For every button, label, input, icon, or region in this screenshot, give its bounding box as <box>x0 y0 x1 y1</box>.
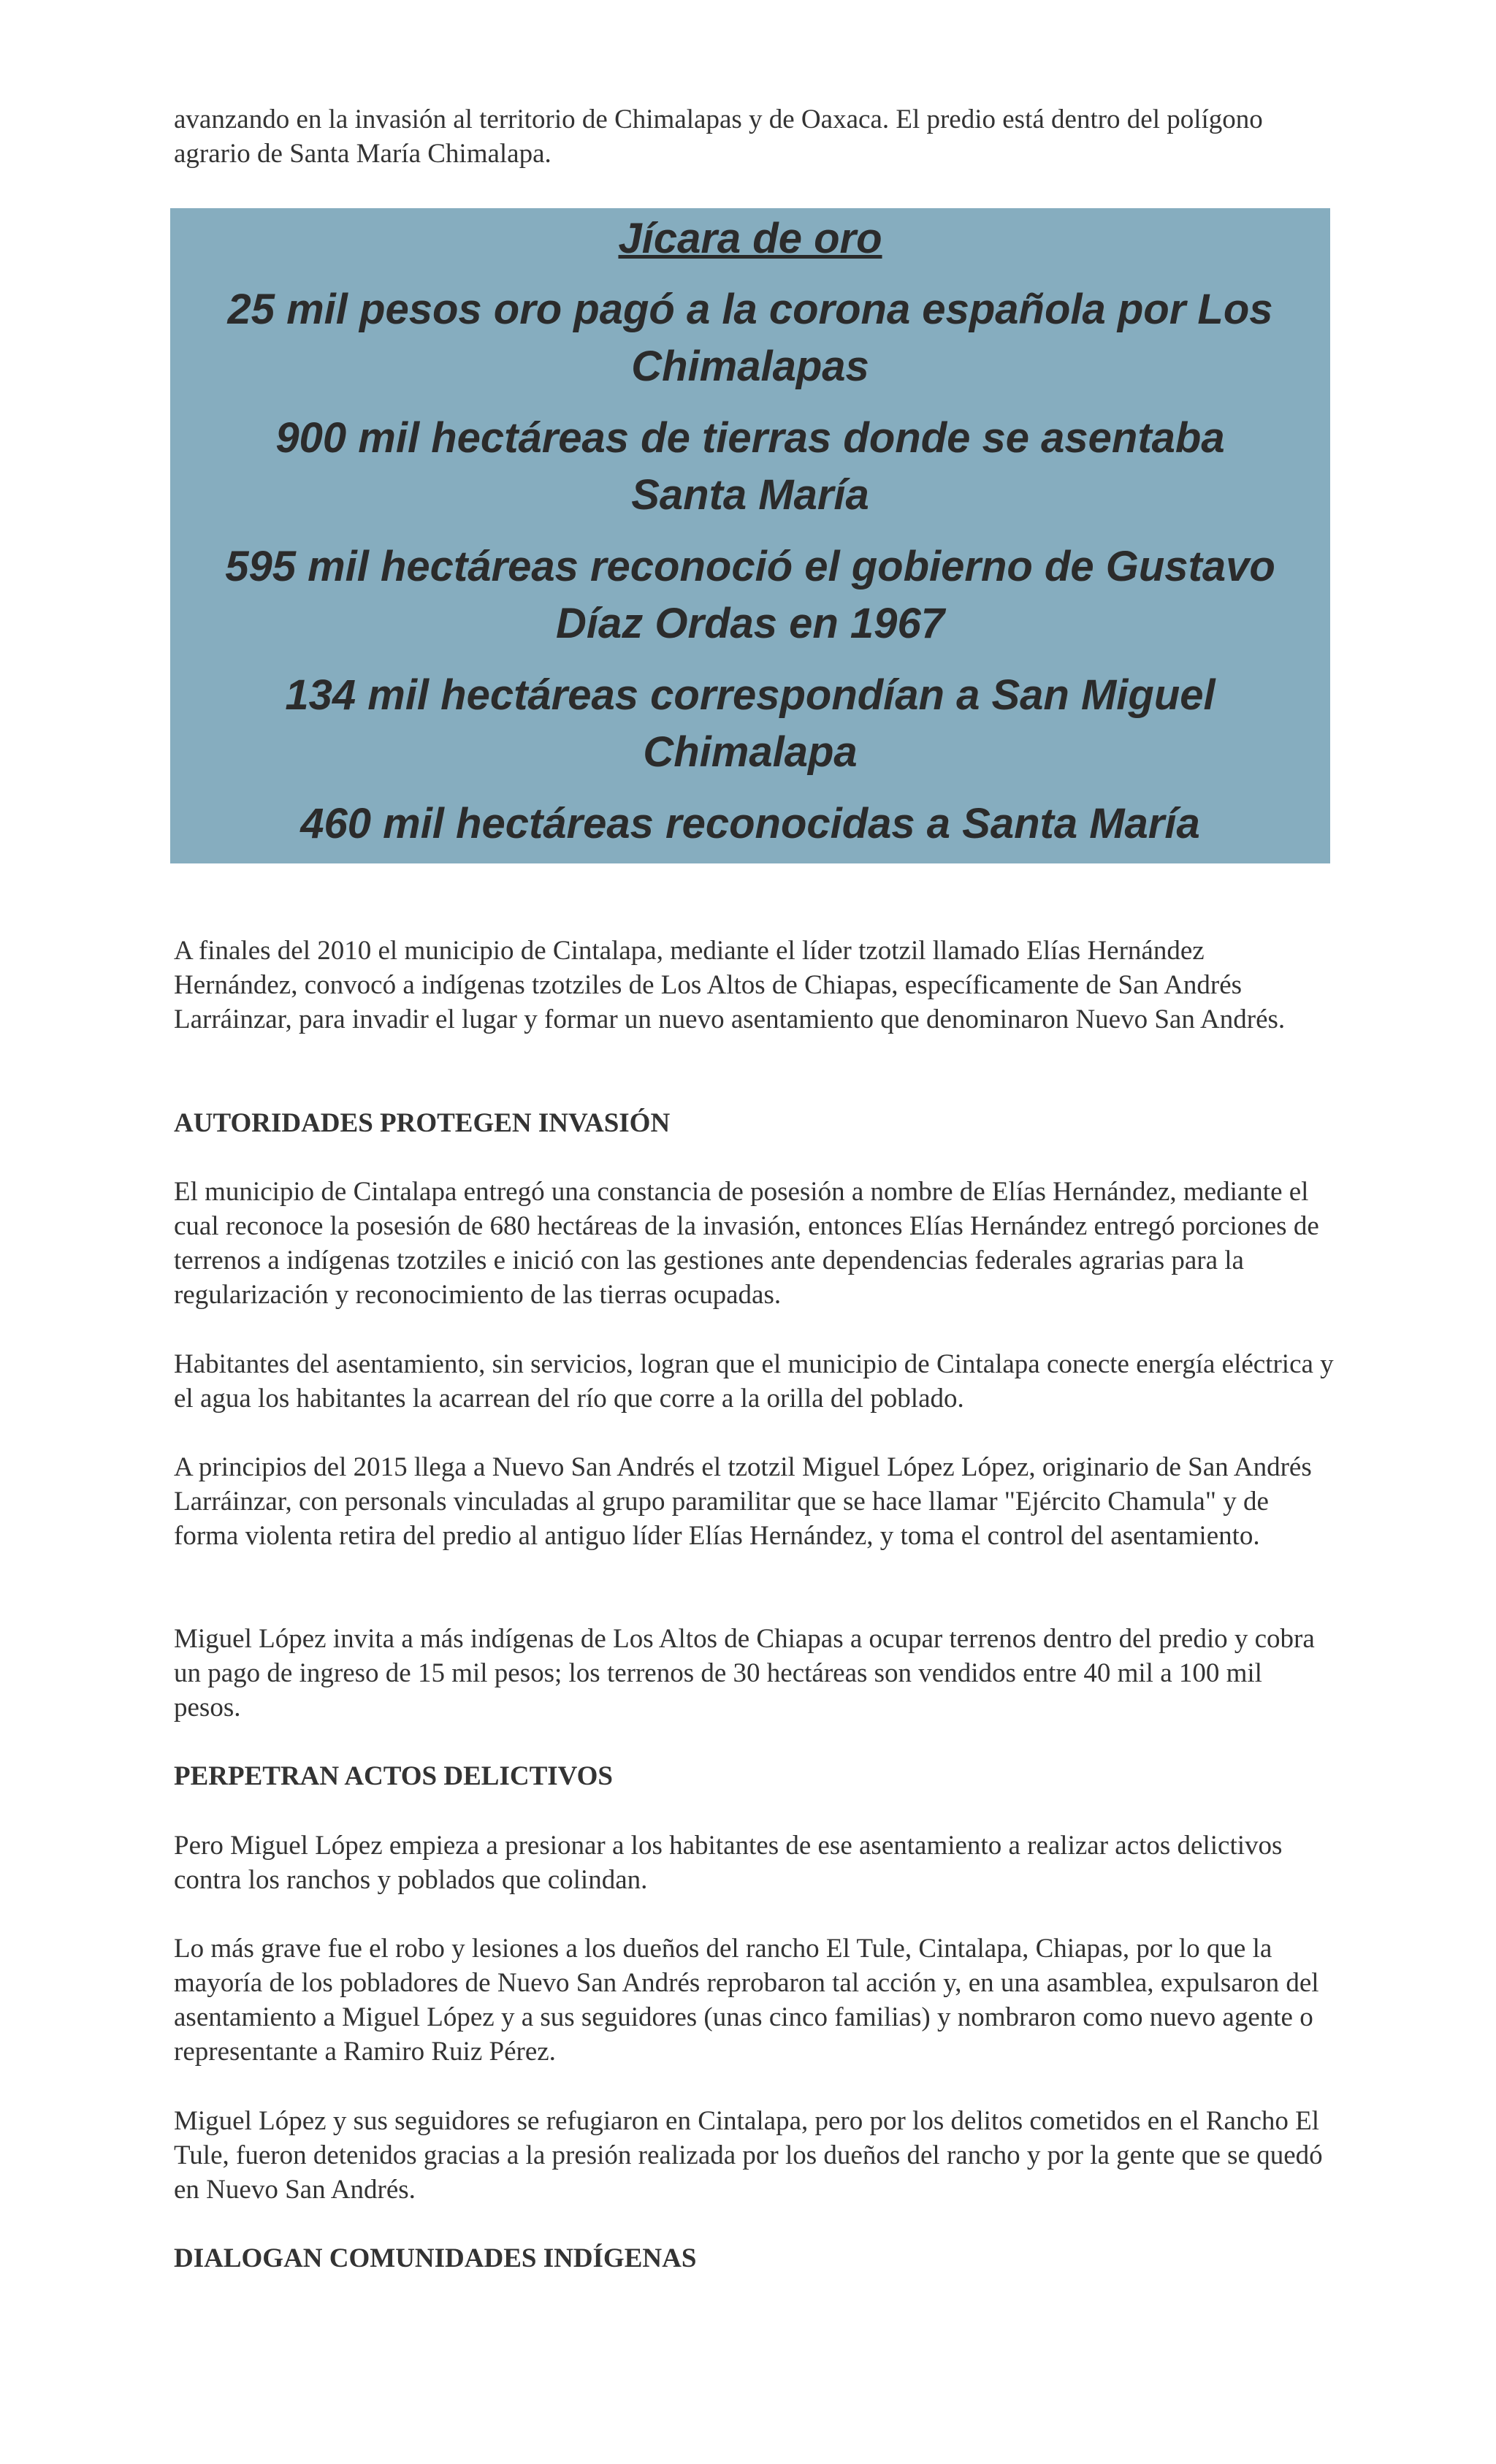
highlight-line: 460 mil hectáreas reconocidas a Santa María <box>300 800 1200 847</box>
section-heading: DIALOGAN COMUNIDADES INDÍGENAS <box>174 2243 697 2273</box>
article-paragraph-6 <box>174 1828 1334 1897</box>
intro-block <box>174 102 1334 171</box>
highlight-box <box>170 208 1330 863</box>
section-heading: AUTORIDADES PROTEGEN INVASIÓN <box>174 1108 671 1138</box>
highlight-line: 900 mil hectáreas de tierras donde se asentaba Santa María <box>275 414 1225 519</box>
article-paragraph-8 <box>174 2104 1334 2207</box>
paragraph-text: El municipio de Cintalapa entregó una constancia de posesión a nombre de Elías Hernández, mediante el cual reconoce la posesión de 680 hectáreas de la invasión, entonces Elías Hernández entregó porciones de terrenos a indígenas tzotziles e inició con las gestiones ante dependencias federales agrarias para la regularización y reconocimiento de las tierras ocupadas. <box>174 1177 1319 1310</box>
paragraph-text: A principios del 2015 llega a Nuevo San Andrés el tzotzil Miguel López López, originario de San Andrés Larráinzar, con personals vinculadas al grupo paramilitar que se hace llamar "Ejército Chamula" y de forma violenta retira del predio al antiguo líder Elías Hernández, y toma el control del asentamiento. <box>174 1452 1312 1551</box>
paragraph-text: Lo más grave fue el robo y lesiones a los dueños del rancho El Tule, Cintalapa, Chiapas, por lo que la mayoría de los pobladores de Nuevo San Andrés reprobaron tal acción y, en una asamblea, expulsaron del asentamiento a Miguel López y a sus seguidores (unas cinco familias) y nombraron como nuevo agente o representante a Ramiro Ruiz Pérez. <box>174 1934 1319 2067</box>
paragraph-text: Miguel López y sus seguidores se refugiaron en Cintalapa, pero por los delitos cometidos en el Rancho El Tule, fueron detenidos gracias a la presión realizada por los dueños del rancho y por la gente que se quedó en Nuevo San Andrés. <box>174 2106 1323 2205</box>
highlight-title: Jícara de oro <box>618 215 882 262</box>
highlight-line: 595 mil hectáreas reconoció el gobierno de Gustavo Díaz Ordas en 1967 <box>225 543 1275 647</box>
section-heading-3 <box>174 2241 1334 2276</box>
intro-paragraph: avanzando en la invasión al territorio de Chimalapas y de Oaxaca. El predio está dentro del polígono agrario de Santa María Chimalapa. <box>174 104 1263 169</box>
article-paragraph-7 <box>174 1931 1334 2069</box>
article-paragraph-3 <box>174 1347 1334 1416</box>
section-heading: PERPETRAN ACTOS DELICTIVOS <box>174 1761 613 1791</box>
paragraph-text: Miguel López invita a más indígenas de Los Altos de Chiapas a ocupar terrenos dentro del predio y cobra un pago de ingreso de 15 mil pesos; los terrenos de 30 hectáreas son vendidos entre 40 mil a 100 mil pesos. <box>174 1624 1315 1723</box>
article-paragraph-4 <box>174 1450 1334 1553</box>
paragraph-text: A finales del 2010 el municipio de Cintalapa, mediante el líder tzotzil llamado Elías Hernández Hernández, convocó a indígenas tzotziles de Los Altos de Chiapas, específicamente de San Andrés Larráinzar, para invadir el lugar y formar un nuevo asentamiento que denominaron Nuevo San Andrés. <box>174 936 1286 1034</box>
section-heading-2 <box>174 1759 1334 1793</box>
section-heading-1 <box>174 1106 1334 1140</box>
article-paragraph-1 <box>174 934 1334 1037</box>
paragraph-text: Pero Miguel López empieza a presionar a los habitantes de ese asentamiento a realizar actos delictivos contra los ranchos y poblados que colindan. <box>174 1831 1283 1895</box>
highlight-line: 25 mil pesos oro pagó a la corona española por Los Chimalapas <box>227 286 1273 390</box>
article-paragraph-2 <box>174 1175 1334 1312</box>
paragraph-text: Habitantes del asentamiento, sin servicios, logran que el municipio de Cintalapa conecte energía eléctrica y el agua los habitantes la acarrean del río que corre a la orilla del poblado. <box>174 1349 1334 1414</box>
article-paragraph-5 <box>174 1622 1334 1725</box>
highlight-line: 134 mil hectáreas correspondían a San Miguel Chimalapa <box>285 671 1216 776</box>
